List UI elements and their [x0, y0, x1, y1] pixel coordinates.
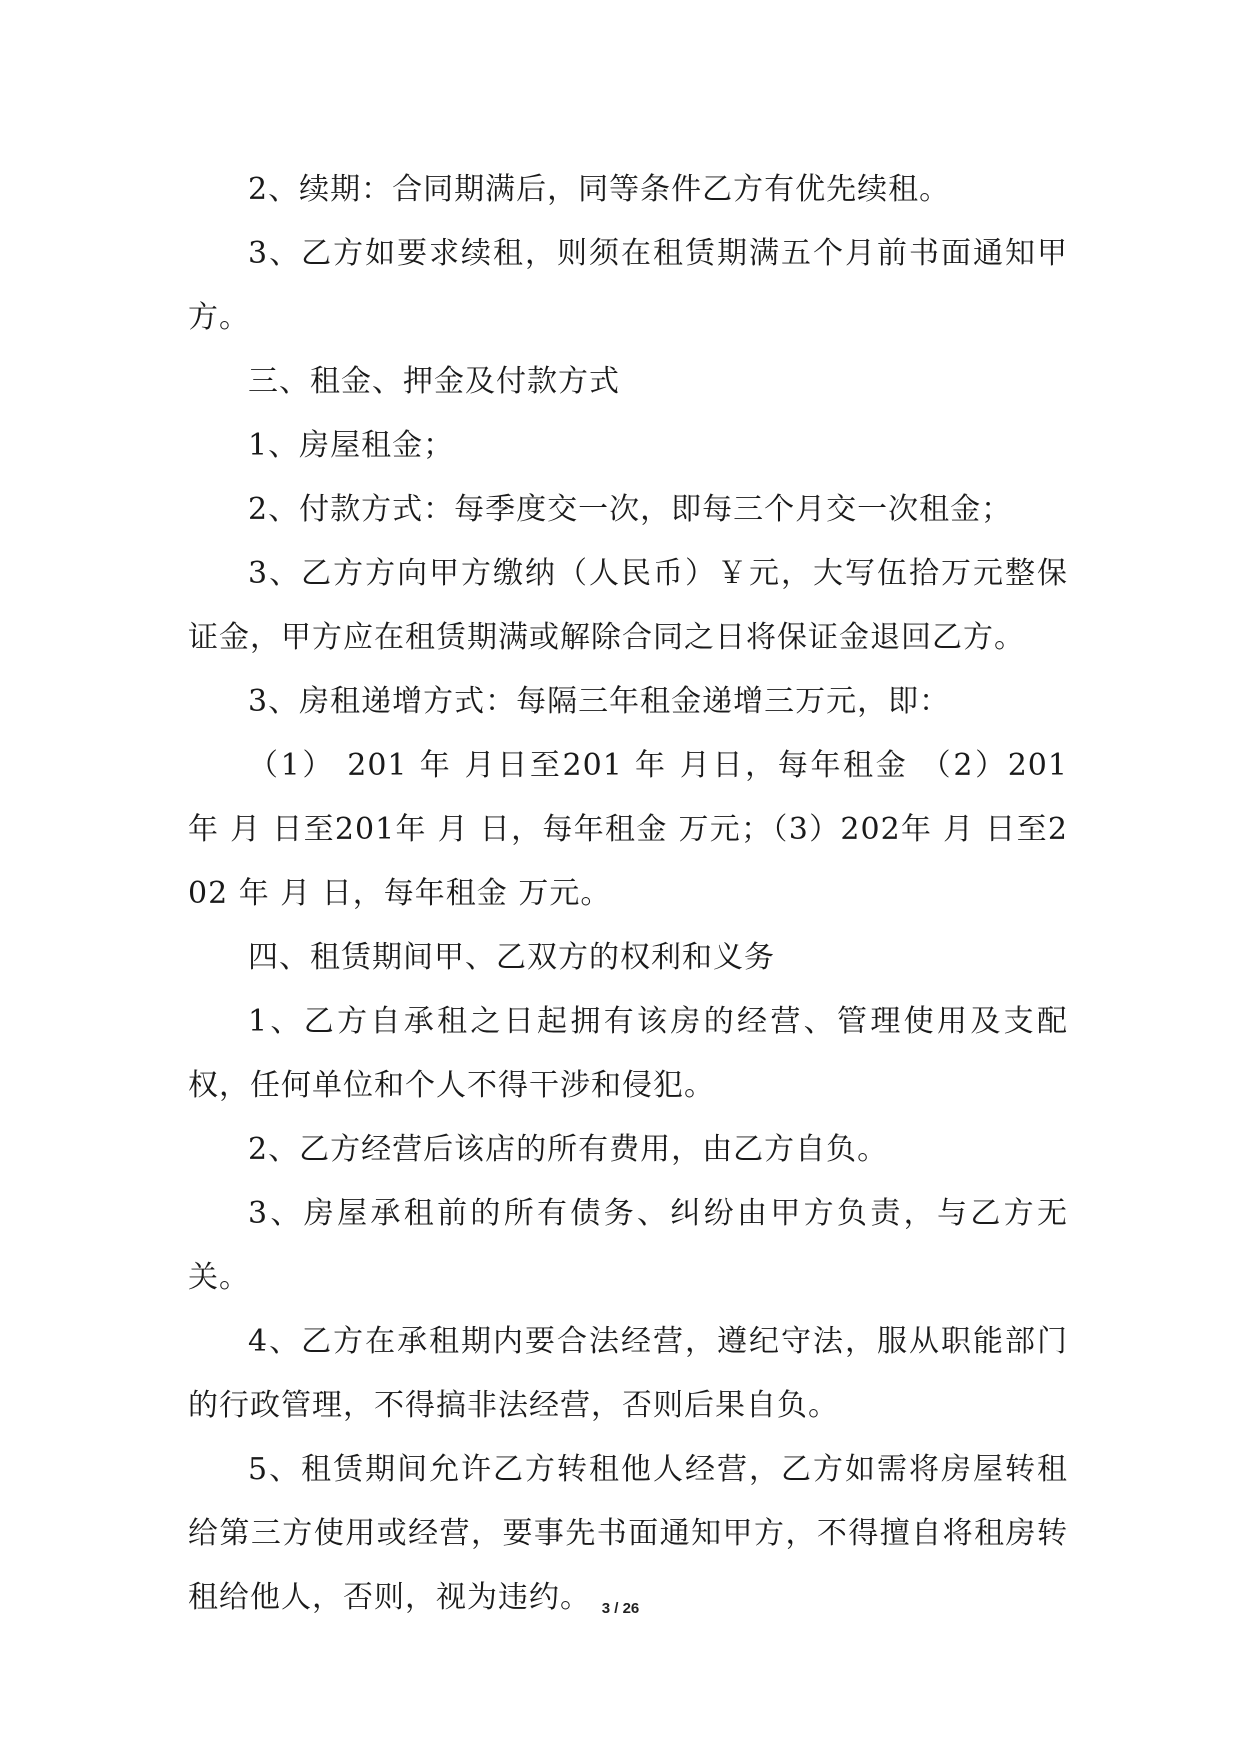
- document-body: [188, 158, 1068, 1630]
- paragraph-operating-costs: 2、乙方经营后该店的所有费用，由乙方自负。: [248, 1132, 889, 1167]
- paragraph-lawful-operation: 4、乙方在承租期内要合法经营，遵纪守法，服从职能部门的行政管理，不得搞非法经营，否则后果自负。: [188, 1324, 1068, 1423]
- paragraph-house-rent: 1、房屋租金；: [248, 428, 455, 463]
- paragraph-rent-schedule: （1） 201 年 月日至201 年 月日，每年租金 （2）201 年 月 日至201年 月 日，每年租金 万元；（3）202年 月 日至202 年 月 日，每年租金 万元。: [188, 748, 1068, 911]
- page-number: 3 / 26: [601, 1600, 640, 1617]
- paragraph-rent-increase: 3、房租递增方式：每隔三年租金递增三万元，即：: [248, 684, 951, 719]
- paragraph-prior-debts: 3、房屋承租前的所有债务、纠纷由甲方负责，与乙方无关。: [188, 1196, 1068, 1295]
- paragraph-sublease: 5、租赁期间允许乙方转租他人经营，乙方如需将房屋转租给第三方使用或经营，要事先书面通知甲方，不得擅自将租房转租给他人，否则，视为违约。: [188, 1452, 1068, 1615]
- paragraph-deposit: 3、乙方方向甲方缴纳（人民币）￥元，大写伍拾万元整保证金，甲方应在租赁期满或解除合同之日将保证金退回乙方。: [188, 556, 1068, 655]
- paragraph-payment-method: 2、付款方式：每季度交一次，即每三个月交一次租金；: [248, 492, 1013, 527]
- section-heading-rent-deposit-payment: 三、租金、押金及付款方式: [248, 364, 620, 399]
- section-heading-rights-obligations: 四、租赁期间甲、乙双方的权利和义务: [248, 940, 775, 975]
- paragraph-renewal-term: 2、续期：合同期满后，同等条件乙方有优先续租。: [248, 172, 951, 207]
- paragraph-renewal-notice: 3、乙方如要求续租，则须在租赁期满五个月前书面通知甲方。: [188, 236, 1068, 335]
- paragraph-operating-rights: 1、乙方自承租之日起拥有该房的经营、管理使用及支配权，任何单位和个人不得干涉和侵犯。: [188, 1004, 1068, 1103]
